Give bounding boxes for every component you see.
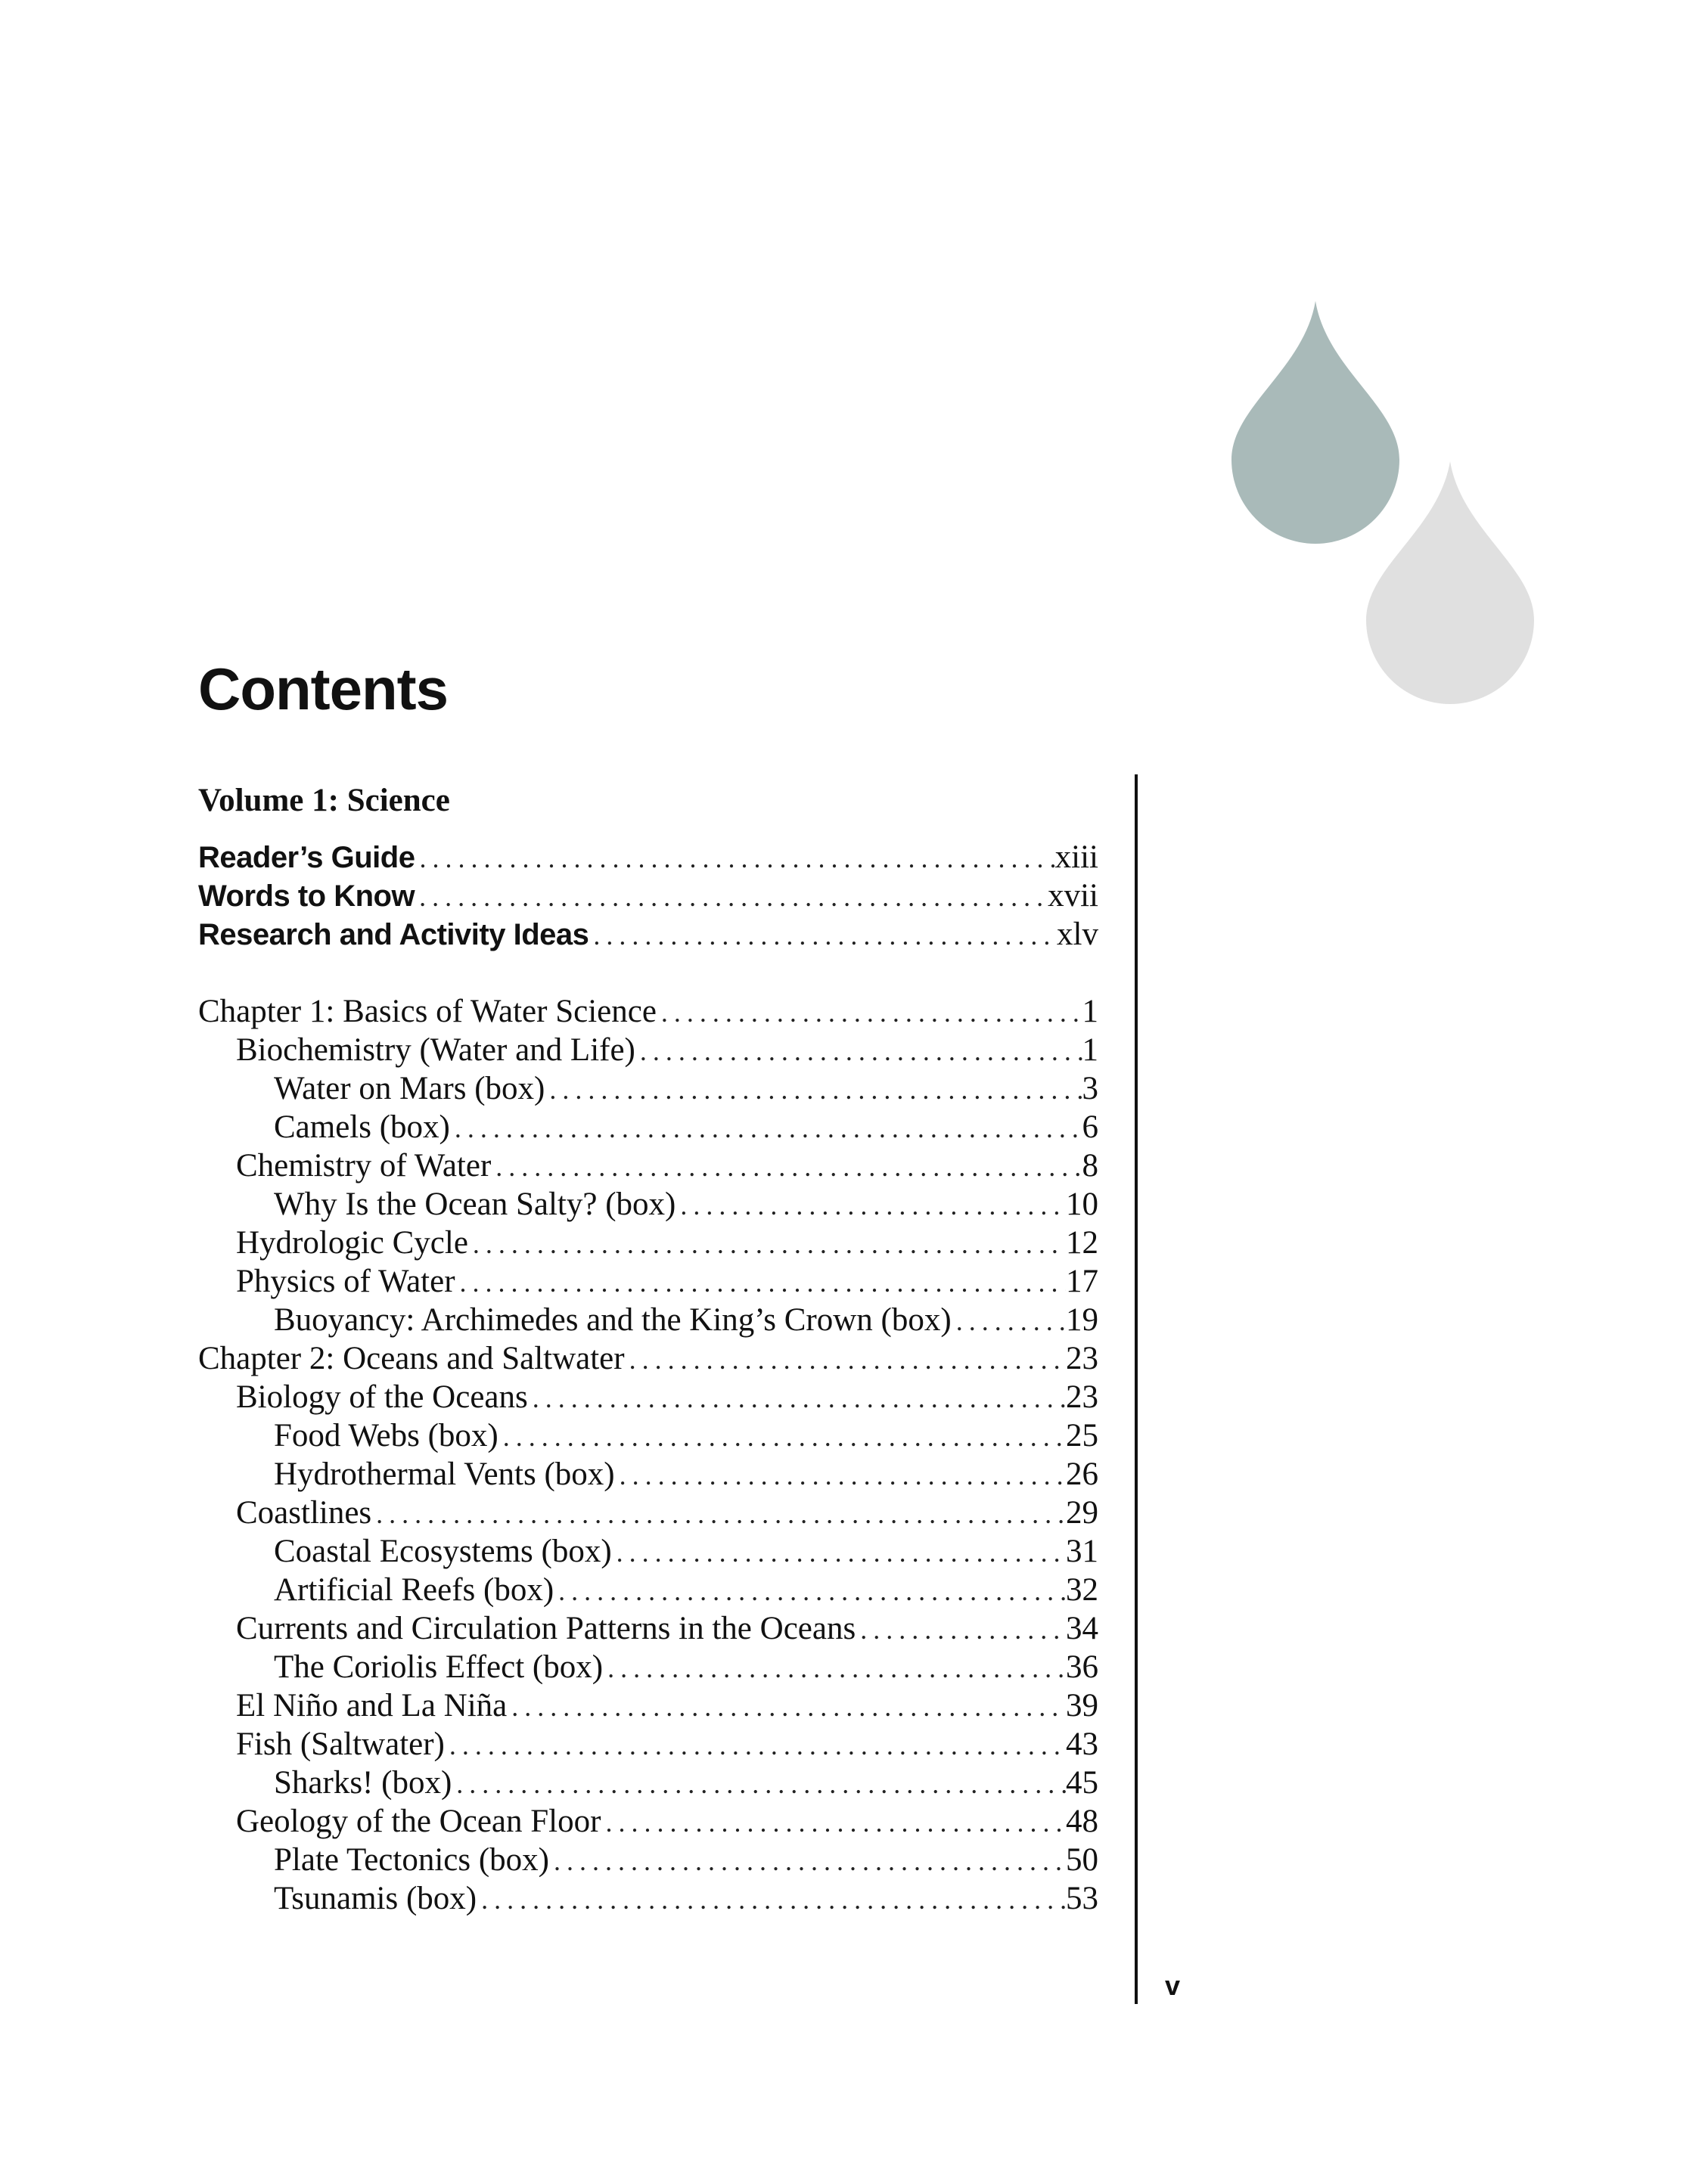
dot-leader: [455, 1264, 1066, 1301]
entry-page-number: 32: [1066, 1572, 1098, 1608]
entry-page-number: 25: [1066, 1418, 1098, 1453]
box-entry: [198, 1301, 1098, 1339]
dot-leader: [601, 1804, 1066, 1841]
entry-page-number: 43: [1066, 1726, 1098, 1762]
dot-leader: [589, 917, 1057, 954]
box-entry: [198, 1455, 1098, 1494]
entry-page-number: 53: [1066, 1881, 1098, 1916]
section-entry: [198, 1031, 1098, 1069]
section-entry: [198, 1725, 1098, 1764]
vertical-divider: [1135, 774, 1138, 2004]
box-entry: [198, 1764, 1098, 1802]
dot-leader: [612, 1534, 1066, 1571]
entry-page-number: 39: [1066, 1688, 1098, 1723]
dot-leader: [491, 1148, 1082, 1185]
entry-label: The Coriolis Effect (box): [274, 1649, 604, 1685]
entry-label: Reader’s Guide: [198, 841, 415, 874]
dot-leader: [528, 1379, 1066, 1416]
entry-label: Geology of the Ocean Floor: [236, 1804, 601, 1839]
entry-label: Why Is the Ocean Salty? (box): [274, 1187, 676, 1222]
dot-leader: [635, 1032, 1082, 1069]
section-entry: [198, 1802, 1098, 1841]
entry-page-number: 34: [1066, 1611, 1098, 1646]
dot-leader: [676, 1187, 1066, 1224]
entry-page-number: xlv: [1057, 917, 1098, 952]
entry-label: Physics of Water: [236, 1264, 455, 1299]
entry-page-number: 17: [1066, 1264, 1098, 1299]
dot-leader: [445, 1726, 1066, 1764]
entry-label: Camels (box): [274, 1109, 450, 1145]
front-matter-entry: [198, 876, 1098, 915]
dot-leader: [507, 1688, 1066, 1725]
dot-leader: [657, 994, 1082, 1031]
section-entry: [198, 1378, 1098, 1416]
entry-label: Hydrothermal Vents (box): [274, 1457, 615, 1492]
dot-leader: [615, 1457, 1066, 1494]
entry-page-number: 1: [1082, 994, 1098, 1029]
entry-page-number: 29: [1066, 1495, 1098, 1531]
water-drop-light-shape: [1366, 461, 1534, 704]
page-number: v: [1165, 1970, 1181, 2001]
entry-label: Hydrologic Cycle: [236, 1225, 468, 1261]
entry-page-number: 36: [1066, 1649, 1098, 1685]
box-entry: [198, 1532, 1098, 1571]
section-entry: [198, 1146, 1098, 1185]
entry-label: Sharks! (box): [274, 1765, 452, 1801]
dot-leader: [856, 1611, 1066, 1648]
dot-leader: [545, 1071, 1082, 1108]
water-drop-icon: [1366, 461, 1534, 705]
table-of-contents: [198, 838, 1098, 1918]
section-entry: [198, 1609, 1098, 1648]
entry-label: Biochemistry (Water and Life): [236, 1032, 635, 1068]
box-entry: [198, 1069, 1098, 1108]
box-entry: [198, 1571, 1098, 1609]
entry-page-number: 6: [1082, 1109, 1098, 1145]
entry-page-number: 10: [1066, 1187, 1098, 1222]
entry-label: Artificial Reefs (box): [274, 1572, 554, 1608]
entry-label: Chapter 2: Oceans and Saltwater: [198, 1341, 625, 1376]
entry-label: Biology of the Oceans: [236, 1379, 528, 1415]
page-title: Contents: [198, 656, 448, 722]
entry-page-number: 26: [1066, 1457, 1098, 1492]
dot-leader: [603, 1649, 1066, 1686]
box-entry: [198, 1841, 1098, 1879]
section-entry: [198, 1494, 1098, 1532]
entry-label: Currents and Circulation Patterns in the Oceans: [236, 1611, 856, 1646]
entry-label: Fish (Saltwater): [236, 1726, 445, 1762]
chapter-entry: [198, 1339, 1098, 1378]
section-entry: [198, 1686, 1098, 1725]
entry-label: El Niño and La Niña: [236, 1688, 508, 1723]
entry-page-number: 23: [1066, 1341, 1098, 1376]
entry-label: Coastal Ecosystems (box): [274, 1534, 612, 1569]
entry-page-number: 19: [1066, 1302, 1098, 1338]
entry-label: Tsunamis (box): [274, 1881, 477, 1916]
front-matter-entry: [198, 838, 1098, 876]
entry-label: Words to Know: [198, 879, 415, 913]
box-entry: [198, 1185, 1098, 1224]
dot-leader: [371, 1495, 1066, 1532]
entry-label: Coastlines: [236, 1495, 372, 1531]
dot-leader: [452, 1765, 1066, 1802]
entry-page-number: xiii: [1054, 839, 1098, 875]
entry-page-number: 45: [1066, 1765, 1098, 1801]
entry-label: Research and Activity Ideas: [198, 918, 589, 951]
dot-leader: [498, 1418, 1066, 1455]
dot-leader: [625, 1341, 1066, 1378]
entry-page-number: 50: [1066, 1842, 1098, 1878]
entry-page-number: 12: [1066, 1225, 1098, 1261]
box-entry: [198, 1416, 1098, 1455]
entry-label: Buoyancy: Archimedes and the King’s Crown (box): [274, 1302, 952, 1338]
dot-leader: [549, 1842, 1066, 1879]
chapter-entry: [198, 992, 1098, 1031]
entry-label: Food Webs (box): [274, 1418, 498, 1453]
dot-leader: [450, 1109, 1082, 1146]
entry-page-number: 3: [1082, 1071, 1098, 1106]
front-matter-entry: [198, 915, 1098, 954]
entry-label: Chemistry of Water: [236, 1148, 492, 1184]
dot-leader: [477, 1881, 1066, 1918]
box-entry: [198, 1879, 1098, 1918]
volume-heading: Volume 1: Science: [198, 783, 450, 818]
section-entry: [198, 1224, 1098, 1262]
box-entry: [198, 1648, 1098, 1686]
entry-page-number: 23: [1066, 1379, 1098, 1415]
entry-page-number: xvii: [1048, 878, 1098, 914]
box-entry: [198, 1108, 1098, 1146]
entry-page-number: 48: [1066, 1804, 1098, 1839]
entry-label: Plate Tectonics (box): [274, 1842, 549, 1878]
entry-page-number: 1: [1082, 1032, 1098, 1068]
entry-page-number: 31: [1066, 1534, 1098, 1569]
entry-label: Water on Mars (box): [274, 1071, 545, 1106]
entry-page-number: 8: [1082, 1148, 1098, 1184]
dot-leader: [415, 878, 1048, 915]
entry-label: Chapter 1: Basics of Water Science: [198, 994, 657, 1029]
dot-leader: [415, 839, 1054, 876]
section-entry: [198, 1262, 1098, 1301]
dot-leader: [554, 1572, 1066, 1609]
dot-leader: [468, 1225, 1066, 1262]
dot-leader: [952, 1302, 1066, 1339]
